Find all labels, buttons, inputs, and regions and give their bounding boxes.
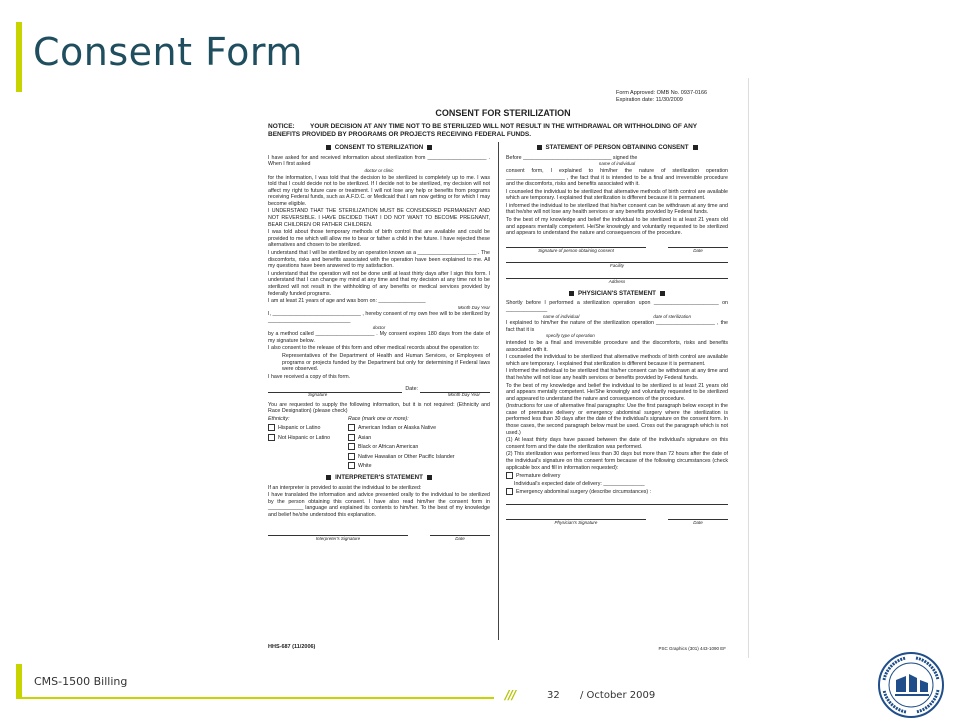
caption: Month Day Year <box>447 391 480 397</box>
fssa-seal-logo <box>876 650 946 720</box>
statement-paragraph: (2) This sterilization was performed less than 30 days but more than 72 hours after the date of the individual's signature on this consent form because of the following circumstances (check applicable box and fill in information requested): <box>506 451 728 471</box>
caption: date of sterilization <box>653 313 691 319</box>
form-notice <box>268 123 730 139</box>
consent-paragraph: by a method called ____________________ . My consent expires 180 days from the date of my signature below. <box>268 331 490 344</box>
publisher-note: PSC Graphics (301) 443-1090 EF <box>658 646 726 651</box>
consent-paragraph: I understand that the operation will not be done until at least thirty days after I sign this form. I understand that I can change my mind at any time and that my decision at any time not to be sterilized will not result in the withholding of any benefits or medical services provided by federally funded programs. <box>268 270 490 297</box>
consent-paragraph: I, ______________________________ , hereby consent of my own free will to be sterilized by ____________________________ <box>268 311 490 324</box>
interpreter-section-heading: INTERPRETER'S STATEMENT <box>268 475 490 482</box>
form-approval-block <box>616 90 726 104</box>
physician-signature-row: Physician's Signature Date <box>506 519 728 527</box>
consent-paragraph: You are requested to supply the following information, but it is not required: (Ethnicity and Race Designation) (please check) <box>268 401 490 415</box>
caption: Signature <box>308 391 328 397</box>
consent-paragraph: I have asked for and received information about sterilization from ____________________ . When I first asked <box>268 154 490 168</box>
title-accent-bar <box>16 22 22 92</box>
checkbox[interactable] <box>348 443 355 450</box>
statement-paragraph: Shortly before I performed a sterilization operation upon ______________________ on ______________ <box>506 300 728 313</box>
physician-statement-heading: PHYSICIAN'S STATEMENT <box>506 291 728 298</box>
statement-paragraph: I informed the individual to be sterilized that his/her consent can be withdrawn at any time and that he/she will not lose any health services or benefits provided by Federal funds. <box>506 368 728 381</box>
ethnicity-race-checklist: Ethnicity: Hispanic or Latino Not Hispanic or Latino Race (mark one or more): American Indian or Alaska Native Asian Black or African American Native Hawaiian or Other Pacific Islander White <box>268 415 455 470</box>
interpreter-signature-row: Interpreter's Signature Date <box>268 535 490 543</box>
caption: name of individual <box>543 313 580 319</box>
statement-paragraph: consent form, I explained to him/her the nature of sterilization operation ____________________ , the fact that it is intended to be a final and irreversible procedure and the discomforts, risks and benefits associated with it. <box>506 167 728 188</box>
page-number: 32 <box>547 690 560 701</box>
interpreter-paragraph: I have translated the information and advice presented orally to the individual to be sterilized by the person obtaining this consent. I have also read him/her the consent form in ____________ language and explained its contents to him/her. To the best of my knowledge and belief he/she understood this explanation. <box>268 492 490 518</box>
person-obtaining-consent-heading: STATEMENT OF PERSON OBTAINING CONSENT <box>506 145 728 152</box>
checkbox[interactable] <box>268 434 275 441</box>
checkbox[interactable] <box>348 424 355 431</box>
consent-paragraph: I also consent to the release of this form and other medical records about the operation to: <box>268 345 480 352</box>
option-emergency: Emergency abdominal surgery (describe circumstances) : <box>506 488 728 496</box>
consent-paragraph: I UNDERSTAND THAT THE STERILIZATION MUST BE CONSIDERED PERMANENT AND NOT REVERSIBLE. I HAVE DECIDED THAT I DO NOT WANT TO BECOME PREGNANT, BEAR CHILDREN OR FATHER CHILDREN. <box>268 208 490 228</box>
right-column <box>506 142 728 526</box>
consent-paragraph: I was told about those temporary methods of birth control that are available and could be provided to me which will allow me to bear or father a child in the future. I have rejected these alternatives and chosen to be sterilized. <box>268 229 490 249</box>
checkbox[interactable] <box>506 488 513 495</box>
footer-slashes: /// <box>505 688 516 702</box>
statement-paragraph: (Instructions for use of alternative final paragraphs: Use the first paragraph below except in the case of premature delivery or emergency abdominal surgery where the sterilization is performed less than 30 days after the date of the individual's signature on the consent form. In those cases, the second paragraph below must be used. Cross out the paragraph which is not used.) <box>506 403 728 436</box>
checkbox[interactable] <box>348 462 355 469</box>
statement-paragraph: Before ______________________________ signed the <box>506 154 638 161</box>
checkbox[interactable] <box>506 472 513 479</box>
consent-paragraph: I understand that I will be sterilized by an operation known as a ____________________ . The discomforts, risks and benefits associated with the operation have been explained to me. All my questions have been answered to my satisfaction. <box>268 250 490 270</box>
option-premature-date: Individual's expected date of delivery: ______________ <box>514 480 645 487</box>
footer-accent-bar <box>16 664 22 698</box>
form-expiration: Expiration date: 11/30/2009 <box>616 97 683 103</box>
footer-rule <box>16 697 494 699</box>
caption: doctor <box>372 324 386 330</box>
facility-row: Facility <box>506 262 728 270</box>
signature-line: Date: <box>268 386 490 393</box>
caption: name of individual <box>598 161 636 167</box>
option-premature: Premature delivery <box>506 472 728 480</box>
statement-paragraph: To the best of my knowledge and belief the individual to be sterilized is at least 21 years old and appears mentally competent. He/She knowingly and voluntarily requested to be sterilized and appeared to understand the nature and consequences of the procedure. <box>506 382 728 402</box>
checkbox[interactable] <box>268 424 275 431</box>
statement-paragraph: I informed the individual to be sterilized that his/her consent can be withdrawn at any time and that he/she will not lose any health services or any benefits provided by Federal funds. <box>506 202 728 216</box>
consent-section-heading: CONSENT TO STERILIZATION <box>268 145 490 152</box>
consent-signature-row: Signature of person obtaining consent Date <box>506 247 728 255</box>
footer-left-text: CMS-1500 Billing <box>34 675 128 688</box>
caption: specify type of operation <box>546 333 595 339</box>
consent-form-image <box>258 78 749 658</box>
notice-label: NOTICE: <box>268 123 295 130</box>
statement-paragraph: (1) At least thirty days have passed between the date of the individual's signature on this consent form and the date the sterilization was performed. <box>506 437 728 450</box>
column-divider <box>498 142 499 640</box>
notice-text: YOUR DECISION AT ANY TIME NOT TO BE STERILIZED WILL NOT RESULT IN THE WITHDRAWAL OR WITHHOLDING OF ANY BENEFITS PROVIDED BY PROGRAMS OR PROJECTS RECEIVING FEDERAL FUNDS. <box>268 123 697 138</box>
statement-paragraph: I explained to him/her the nature of the sterilization operation ____________________ , the fact that it is <box>506 320 728 333</box>
statement-paragraph: To the best of my knowledge and belief the individual to be sterilized is at least 21 years old and appears mentally competent. He/She knowingly and voluntarily requested to be sterilized and appears to understand the nature and consequences of the procedure. <box>506 217 728 237</box>
consent-paragraph: I have received a copy of this form. <box>268 373 351 380</box>
caption: Month Day Year <box>457 304 490 310</box>
checkbox[interactable] <box>348 453 355 460</box>
form-id: HHS-687 (11/2006) <box>268 644 316 650</box>
slide-title: Consent Form <box>33 30 303 74</box>
consent-paragraph: for the information, I was told that the decision to be sterilized is completely up to me. I was told that I could decide not to be sterilized. If I decide not to be sterilized, my decision will not affect my right to future care or treatment. I will not lose any help or benefits from programs receiving Federal funds, such as A.F.D.C. or Medicaid that I am now getting or for which I may become eligible. <box>268 174 490 207</box>
consent-paragraph: Representatives of the Department of Health and Human Services, or Employees of programs or projects funded by the Department but only for determining if Federal laws were observed. <box>282 352 490 373</box>
address-row: Address <box>506 278 728 286</box>
statement-paragraph: I counseled the individual to be sterilized that alternative methods of birth control are available which are temporary. I explained that sterilization is different because it is permanent. <box>506 188 728 202</box>
form-heading: CONSENT FOR STERILIZATION <box>435 108 571 118</box>
form-approval: Form Approved: OMB No. 0937-0166 <box>616 90 708 96</box>
checkbox[interactable] <box>348 434 355 441</box>
blank-line <box>506 498 728 505</box>
left-column <box>268 142 490 542</box>
interpreter-paragraph: If an interpreter is provided to assist the individual to be sterilized: <box>268 484 422 491</box>
caption: doctor or clinic <box>364 167 394 173</box>
consent-paragraph: I am at least 21 years of age and was born on: ________________ <box>268 298 426 305</box>
statement-paragraph: I counseled the individual to be sterilized that alternative methods of birth control are available which are temporary. I explained that sterilization is different because it is permanent. <box>506 354 728 367</box>
statement-paragraph: intended to be a final and irreversible procedure and the discomforts, risks and benefits associated with it. <box>506 339 728 353</box>
footer-date: / October 2009 <box>580 690 656 701</box>
